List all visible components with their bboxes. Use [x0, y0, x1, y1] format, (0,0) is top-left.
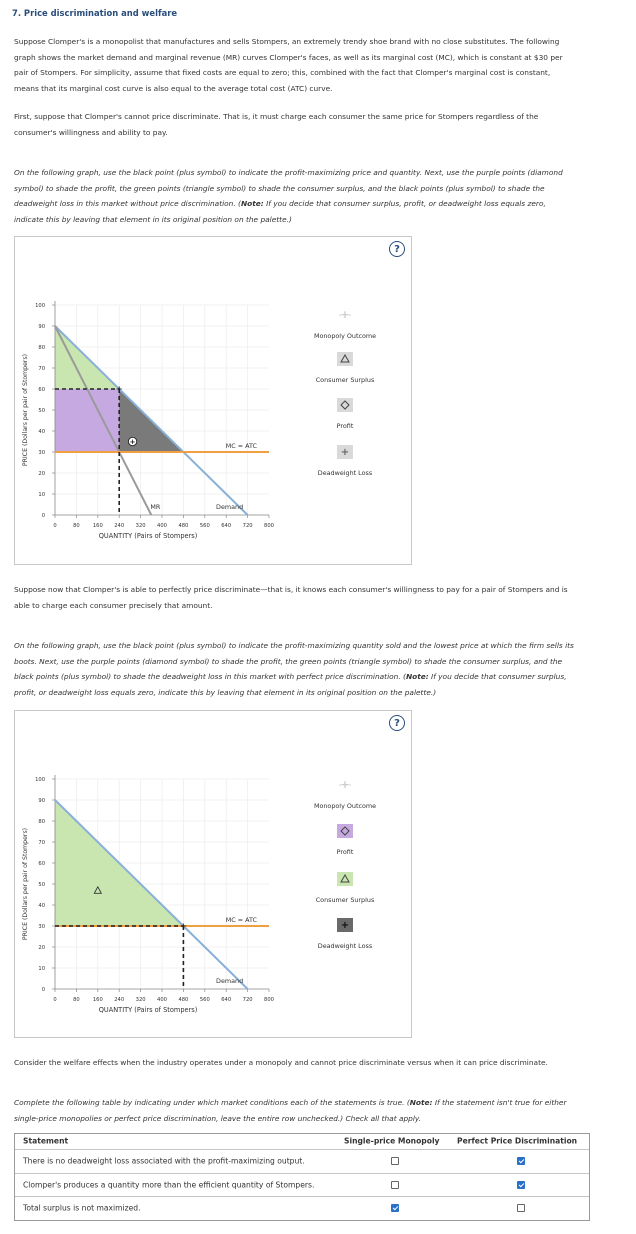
palette-label: Monopoly Outcome [313, 802, 377, 810]
mc-atc-label: MC = ATC [225, 916, 257, 924]
profit-area [55, 389, 119, 452]
statement-text: There is no deadweight loss associated with the profit-maximizing output. [23, 1156, 305, 1166]
intro-line: Suppose Clomper's is a monopolist that manufactures and sells Stompers, an extremely trendy shoe brand with no close substitutes. The following [14, 37, 560, 46]
y-tick-label: 20 [38, 471, 45, 477]
palette-item-deadweight-loss[interactable] [318, 918, 373, 950]
statement-text: Total surplus is not maximized. [23, 1203, 141, 1213]
y-axis-title: PRICE (Dollars per pair of Stompers) [22, 353, 29, 467]
single-price-checkbox[interactable] [391, 1157, 399, 1165]
help-icon[interactable]: ? [389, 241, 405, 257]
x-tick-label: 0 [53, 997, 57, 1003]
x-tick-label: 160 [92, 997, 103, 1003]
palette-item-consumer-surplus[interactable] [316, 872, 375, 904]
perfect-discrimination-checkbox[interactable] [517, 1204, 525, 1212]
instruction-line: deadweight loss in this market without price discrimination. (Note: If you decide that consumer surplus, profit, or deadweight loss equals zero, [14, 199, 546, 208]
statement-table [14, 1133, 590, 1221]
instruction-line: profit, or deadweight loss equals zero, indicate this by leaving that element in its original position on the palette.) [14, 687, 437, 697]
x-tick-label: 320 [135, 997, 146, 1003]
x-tick-label: 800 [264, 997, 274, 1003]
y-tick-label: 70 [38, 366, 45, 372]
header-single-price: Single-price Monopoly [344, 1136, 440, 1146]
instruction-line: indicate this by leaving that element in its original position on the palette.) [14, 214, 292, 224]
palette-item-monopoly-outcome[interactable] [314, 778, 376, 810]
y-tick-label: 0 [41, 513, 45, 519]
table-row [15, 1196, 589, 1220]
instruction-line: On the following graph, use the black point (plus symbol) to indicate the profit-maximizing quantity sold and the lowest price at which the firm sells its [14, 641, 574, 650]
x-tick-label: 400 [157, 997, 167, 1003]
dot-icon [349, 314, 351, 316]
x-tick-label: 240 [114, 997, 125, 1003]
plus-icon: + [340, 447, 350, 458]
y-tick-label: 30 [38, 924, 45, 930]
intro-line: pair of Stompers. For simplicity, assume that fixed costs are equal to zero; this, combined with the fact that Clomper's marginal cost is constant, [14, 68, 551, 77]
palette-label: Consumer Surplus [315, 896, 375, 904]
x-tick-label: 400 [157, 523, 167, 529]
x-tick-label: 560 [199, 997, 210, 1003]
palette-label: Deadweight Loss [317, 942, 373, 950]
y-tick-label: 10 [38, 966, 45, 972]
x-tick-label: 480 [178, 997, 189, 1003]
graph-1-panel [14, 236, 412, 565]
y-tick-label: 50 [38, 882, 45, 888]
plus-icon: + [340, 920, 350, 931]
palette-item-deadweight-loss[interactable] [318, 445, 373, 477]
monopoly-outcome-point[interactable]: + [180, 921, 187, 931]
graph-2-svg [15, 711, 411, 1037]
palette-item-profit[interactable] [337, 398, 354, 430]
instruction-1 [14, 165, 624, 227]
first-paragraph [14, 109, 624, 140]
single-price-checkbox[interactable] [391, 1181, 399, 1189]
x-tick-label: 640 [221, 997, 232, 1003]
instruction-line: symbol) to shade the profit, the green points (triangle symbol) to shade the consumer surplus, and the black points (plus symbol) to shade the [14, 183, 545, 193]
x-tick-label: 640 [221, 523, 232, 529]
instruction-line: Complete the following table by indicating under which market conditions each of the statements is true. (Note: If the statement isn't true for either [14, 1098, 567, 1107]
table-row [15, 1173, 589, 1197]
paragraph-line: Suppose now that Clomper's is able to perfectly price discriminate—that is, it knows each consumer's willingness to pay for a pair of Stompers and is [14, 585, 568, 594]
palette-label: Profit [336, 848, 354, 856]
y-tick-label: 60 [38, 387, 45, 393]
y-tick-label: 80 [38, 819, 45, 825]
plus-icon: + [340, 778, 350, 791]
welfare-text: Consider the welfare effects when the industry operates under a monopoly and cannot price discriminate versus when it can price discriminate. [14, 1058, 548, 1067]
y-tick-label: 100 [35, 303, 45, 309]
y-tick-label: 20 [38, 945, 45, 951]
table-row [15, 1149, 589, 1173]
question-title: 7. Price discrimination and welfare [12, 8, 178, 18]
graph-1-svg [15, 237, 411, 564]
instruction-line: single-price monopolies or perfect price discrimination, leave the entire row unchecked.) Check all that apply. [14, 1113, 422, 1123]
mc-atc-label: MC = ATC [225, 442, 257, 450]
dot-icon [349, 784, 351, 786]
x-axis-title: QUANTITY (Pairs of Stompers) [98, 532, 198, 540]
palette-label: Monopoly Outcome [313, 332, 377, 340]
perfect-discrimination-checkbox[interactable] [517, 1157, 525, 1165]
demand-label: Demand [216, 977, 244, 985]
plus-icon: + [129, 438, 136, 447]
x-tick-label: 480 [178, 523, 189, 529]
y-axis-title: PRICE (Dollars per pair of Stompers) [22, 827, 29, 941]
instruction-line: black points (plus symbol) to shade the deadweight loss in this market with perfect price discrimination. (Note: If you decide that consumer surplus, [14, 672, 567, 681]
intro-paragraph [14, 34, 624, 96]
instruction-2 [14, 638, 624, 700]
table-instruction [14, 1095, 624, 1126]
help-icon[interactable]: ? [389, 715, 405, 731]
paragraph-line: able to charge each consumer precisely that amount. [14, 600, 213, 610]
palette-label: Profit [336, 422, 354, 430]
graph-2-panel [14, 710, 412, 1038]
paragraph-line: First, suppose that Clomper's cannot price discriminate. That is, it must charge each consumer the same price for Stompers regardless of the [14, 112, 539, 121]
palette-swatch [337, 398, 353, 412]
header-perfect-discrimination: Perfect Price Discrimination [457, 1136, 578, 1146]
y-tick-label: 40 [38, 429, 45, 435]
x-tick-label: 80 [73, 523, 80, 529]
intro-line: graph shows the market demand and marginal revenue (MR) curves Clomper's faces, as well as its marginal cost (MC), which is constant at $30 per [14, 52, 563, 62]
table-header-row [15, 1134, 589, 1149]
palette-item-consumer-surplus[interactable] [316, 352, 375, 384]
monopoly-outcome-point[interactable]: + [115, 384, 123, 394]
single-price-checkbox[interactable] [391, 1204, 399, 1212]
x-axis-title: QUANTITY (Pairs of Stompers) [98, 1006, 198, 1014]
x-tick-label: 800 [264, 523, 274, 529]
palette-label: Deadweight Loss [317, 469, 373, 477]
paragraph-line: consumer's willingness and ability to pay. [14, 127, 168, 137]
x-tick-label: 720 [242, 997, 253, 1003]
header-statement: Statement [23, 1136, 69, 1146]
x-tick-label: 80 [73, 997, 80, 1003]
y-tick-label: 40 [38, 903, 45, 909]
instruction-line: On the following graph, use the black point (plus symbol) to indicate the profit-maximizing price and quantity. Next, use the purple points (diamond [14, 168, 563, 177]
statement-text: Clomper's produces a quantity more than the efficient quantity of Stompers. [23, 1180, 315, 1190]
palette-label: Consumer Surplus [315, 376, 375, 384]
y-tick-label: 50 [38, 408, 45, 414]
palette-swatch [337, 824, 353, 838]
plus-icon: + [340, 308, 350, 321]
mr-label: MR [150, 503, 161, 511]
y-tick-label: 80 [38, 345, 45, 351]
instruction-line: boots. Next, use the purple points (diamond symbol) to shade the profit, the green points (triangle symbol) to shade the consumer surplus, and the [14, 656, 563, 666]
intro-line: means that its marginal cost curve is also equal to the average total cost (ATC) curve. [14, 83, 333, 93]
dot-icon [339, 784, 341, 786]
y-tick-label: 60 [38, 861, 45, 867]
palette-item-profit[interactable] [337, 824, 354, 856]
y-tick-label: 90 [38, 324, 45, 330]
second-paragraph [14, 582, 624, 613]
x-tick-label: 720 [242, 523, 253, 529]
y-tick-label: 100 [35, 777, 45, 783]
y-tick-label: 70 [38, 840, 45, 846]
y-tick-label: 30 [38, 450, 45, 456]
palette-item-monopoly-outcome[interactable] [314, 308, 376, 340]
perfect-discrimination-checkbox[interactable] [517, 1181, 525, 1189]
dot-icon [339, 314, 341, 316]
y-tick-label: 0 [41, 987, 45, 993]
x-tick-label: 240 [114, 523, 125, 529]
y-tick-label: 10 [38, 492, 45, 498]
x-tick-label: 0 [53, 523, 57, 529]
y-tick-label: 90 [38, 798, 45, 804]
x-tick-label: 160 [92, 523, 103, 529]
demand-label: Demand [216, 503, 244, 511]
x-tick-label: 320 [135, 523, 146, 529]
x-tick-label: 560 [199, 523, 210, 529]
